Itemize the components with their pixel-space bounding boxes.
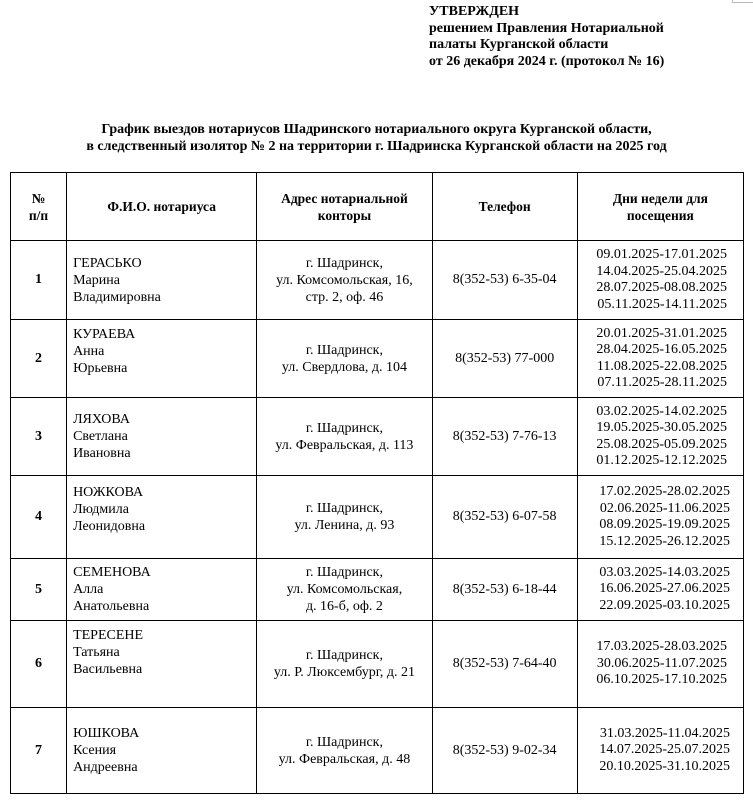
header-phone: Телефон: [432, 173, 577, 241]
date-range: 19.05.2025-30.05.2025: [596, 420, 727, 435]
row-number: 6: [11, 621, 67, 708]
row-number: 2: [11, 320, 67, 398]
date-range: 20.10.2025-31.10.2025: [599, 758, 730, 774]
row-number: 5: [11, 559, 67, 621]
notary-name: [67, 708, 257, 794]
notary-first-name: Светлана: [73, 429, 128, 444]
table-row: [11, 621, 744, 708]
date-range: 25.08.2025-05.09.2025: [596, 436, 727, 452]
office-address: [257, 559, 432, 621]
notary-surname: СЕМЕНОВА: [73, 565, 151, 580]
date-range: 28.04.2025-16.05.2025: [596, 342, 727, 357]
address-line: ул. Р. Люксембург, д. 21: [273, 665, 415, 680]
visit-dates: [577, 398, 743, 476]
title-line-1: График выездов нотариусов Шадринского нотариального округа Курганской области,: [101, 122, 652, 137]
row-number: 4: [11, 476, 67, 559]
visit-dates: [577, 320, 743, 398]
date-range: 11.08.2025-22.08.2025: [596, 358, 727, 374]
date-range: 05.11.2025-14.11.2025: [597, 296, 727, 312]
date-range: 07.11.2025-28.11.2025: [597, 375, 727, 390]
phone-number: 8(352-53) 9-02-34: [432, 708, 577, 794]
table-row: [11, 559, 744, 621]
address-line: д. 16-б, оф. 2: [305, 599, 383, 614]
date-range: 17.03.2025-28.03.2025: [596, 639, 727, 655]
table-row: [11, 241, 744, 320]
notary-patronymic: Юрьевна: [73, 361, 128, 376]
visit-dates: [577, 559, 743, 621]
date-range: 28.07.2025-08.08.2025: [596, 280, 727, 295]
row-number: 3: [11, 398, 67, 476]
address-line: г. Шадринск,: [305, 501, 383, 516]
phone-number: 8(352-53) 6-07-58: [432, 476, 577, 559]
header-num-line-2: п/п: [28, 207, 49, 223]
office-address: [257, 708, 432, 794]
address-line: г. Шадринск,: [305, 420, 383, 436]
header-days-line-2: посещения: [626, 207, 694, 223]
notary-patronymic: Ивановна: [73, 446, 131, 461]
notary-patronymic: Леонидовна: [73, 519, 146, 534]
notary-name: [67, 398, 257, 476]
date-range: 22.09.2025-03.10.2025: [599, 597, 730, 613]
notary-name: [67, 559, 257, 621]
notary-first-name: Марина: [73, 272, 120, 288]
notary-surname: ЛЯХОВА: [73, 412, 130, 427]
header-address: [257, 173, 432, 241]
table-header-row: [11, 173, 744, 241]
address-line: ул. Свердлова, д. 104: [281, 359, 407, 375]
address-line: ул. Комсомольская, 16,: [276, 272, 413, 288]
header-name: Ф.И.О. нотариуса: [67, 173, 257, 241]
date-range: 02.06.2025-11.06.2025: [599, 500, 730, 516]
header-num: [11, 173, 67, 241]
header-days-line-1: Дни недели для: [612, 190, 708, 206]
address-line: г. Шадринск,: [305, 734, 383, 750]
notary-patronymic: Васильевна: [73, 662, 143, 677]
office-address: [257, 476, 432, 559]
approval-line: решением Правления Нотариальной: [429, 20, 664, 36]
notary-name: [67, 621, 257, 708]
schedule-table: [10, 172, 744, 794]
notary-patronymic: Андреевна: [73, 760, 138, 775]
date-range: 16.06.2025-27.06.2025: [599, 581, 730, 597]
phone-number: 8(352-53) 6-35-04: [432, 241, 577, 320]
date-range: 20.01.2025-31.01.2025: [596, 325, 727, 341]
notary-surname: ТЕРЕСЕНЕ: [73, 628, 144, 643]
approval-date-line: от 26 декабря 2024 г. (протокол № 16): [429, 53, 665, 69]
notary-first-name: Ксения: [73, 743, 117, 758]
visit-dates: [577, 476, 743, 559]
notary-surname: КУРАЕВА: [73, 327, 136, 342]
date-range: 14.04.2025-25.04.2025: [596, 263, 727, 279]
date-range: 09.01.2025-17.01.2025: [596, 247, 727, 262]
date-range: 06.10.2025-17.10.2025: [596, 672, 727, 688]
notary-name: [67, 320, 257, 398]
address-line: ул. Ленина, д. 93: [294, 518, 395, 533]
header-num-line-1: №: [31, 190, 46, 206]
phone-number: 8(352-53) 7-76-13: [432, 398, 577, 476]
office-address: [257, 320, 432, 398]
notary-name: [67, 241, 257, 320]
date-range: 17.02.2025-28.02.2025: [599, 484, 730, 499]
address-line: г. Шадринск,: [305, 648, 383, 663]
address-line: стр. 2, оф. 46: [305, 289, 384, 305]
approval-heading: УТВЕРЖДЕН: [429, 4, 520, 19]
notary-surname: ГЕРАСЬКО: [73, 255, 142, 271]
row-number: 1: [11, 241, 67, 320]
phone-number: 8(352-53) 6-18-44: [432, 559, 577, 621]
table-row: [11, 476, 744, 559]
notary-patronymic: Анатольевна: [73, 599, 150, 614]
table-row: [11, 398, 744, 476]
date-range: 01.12.2025-12.12.2025: [596, 453, 727, 468]
title-line-2: в следственный изолятор № 2 на территории г. Шадринска Курганской области на 2025 год: [86, 139, 667, 154]
table-row: [11, 708, 744, 794]
address-line: г. Шадринск,: [305, 565, 383, 580]
date-range: 14.07.2025-25.07.2025: [599, 742, 730, 758]
header-days: [577, 173, 743, 241]
date-range: 03.02.2025-14.02.2025: [596, 403, 727, 419]
notary-first-name: Алла: [73, 582, 104, 597]
visit-dates: [577, 621, 743, 708]
date-range: 30.06.2025-11.07.2025: [596, 655, 727, 671]
visit-dates: [577, 241, 743, 320]
office-address: [257, 241, 432, 320]
address-line: г. Шадринск,: [305, 255, 383, 271]
date-range: 31.03.2025-11.04.2025: [599, 725, 730, 741]
address-line: г. Шадринск,: [305, 342, 383, 358]
approval-line: палаты Курганской области: [429, 37, 609, 52]
document-title: [0, 121, 753, 155]
header-address-line-1: Адрес нотариальной: [281, 190, 408, 206]
notary-first-name: Анна: [73, 344, 105, 359]
notary-surname: ЮШКОВА: [73, 726, 140, 741]
notary-patronymic: Владимировна: [73, 289, 161, 305]
phone-number: 8(352-53) 7-64-40: [432, 621, 577, 708]
date-range: 08.09.2025-19.09.2025: [599, 517, 730, 532]
address-line: ул. Комсомольская,: [286, 582, 403, 597]
header-address-line-2: конторы: [317, 207, 372, 223]
page-corner-mark: [732, 0, 753, 3]
address-line: ул. Февральская, д. 48: [278, 751, 411, 767]
table-row: [11, 320, 744, 398]
date-range: 03.03.2025-14.03.2025: [599, 564, 730, 580]
phone-number: 8(352-53) 77-000: [432, 320, 577, 398]
office-address: [257, 621, 432, 708]
approval-stamp: [429, 4, 664, 70]
date-range: 15.12.2025-26.12.2025: [599, 533, 730, 549]
row-number: 7: [11, 708, 67, 794]
notary-surname: НОЖКОВА: [73, 485, 144, 500]
office-address: [257, 398, 432, 476]
address-line: ул. Февральская, д. 113: [275, 437, 414, 453]
notary-first-name: Людмила: [73, 502, 129, 517]
notary-name: [67, 476, 257, 559]
visit-dates: [577, 708, 743, 794]
notary-first-name: Татьяна: [73, 645, 120, 660]
